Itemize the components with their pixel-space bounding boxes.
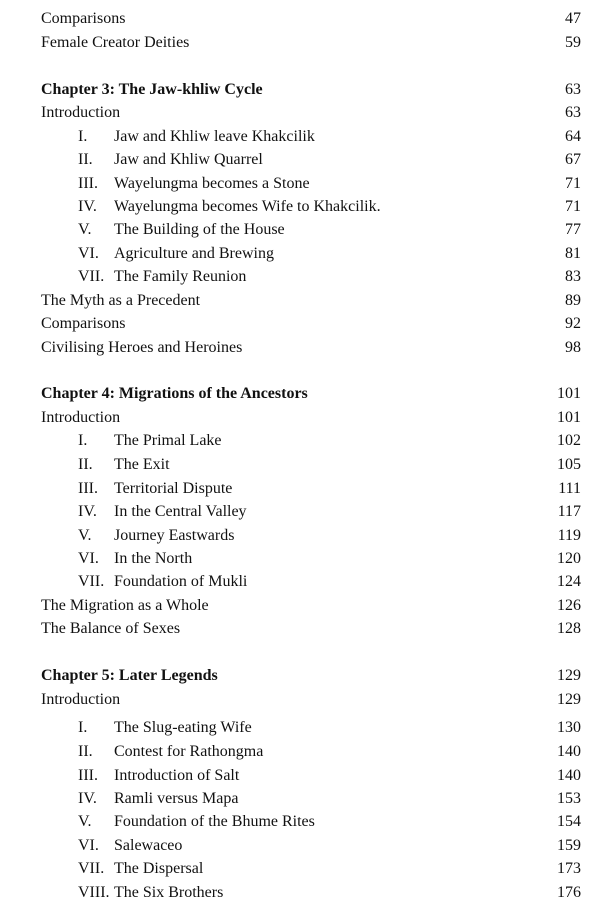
page-number: 59 [565, 34, 581, 51]
toc-subentry [0, 788, 600, 810]
entry-numeral: II. [78, 456, 93, 473]
entry-title: Chapter 4: Migrations of the Ancestors [41, 385, 308, 402]
page-number: 140 [557, 743, 581, 760]
entry-numeral: III. [78, 767, 98, 784]
entry-title: Territorial Dispute [114, 480, 233, 497]
toc-subentry [0, 548, 600, 570]
entry-numeral: V. [78, 221, 92, 238]
toc-subentry [0, 173, 600, 195]
page-number: 140 [557, 767, 581, 784]
toc-entry [0, 407, 600, 429]
page-number: 120 [557, 550, 581, 567]
toc-subentry [0, 835, 600, 857]
entry-title: Wayelungma becomes Wife to Khakcilik. [114, 198, 381, 215]
page-number: 101 [557, 385, 581, 402]
entry-title: Female Creator Deities [41, 34, 190, 51]
toc-subentry [0, 478, 600, 500]
entry-title: Contest for Rathongma [114, 743, 264, 760]
entry-title: In the Central Valley [114, 503, 247, 520]
chapter-heading [0, 79, 600, 101]
toc-entry [0, 102, 600, 124]
entry-numeral: I. [78, 719, 88, 736]
toc-subentry [0, 741, 600, 763]
entry-title: The Six Brothers [114, 884, 224, 901]
entry-numeral: II. [78, 151, 93, 168]
entry-title: Agriculture and Brewing [114, 245, 274, 262]
entry-title: The Family Reunion [114, 268, 247, 285]
entry-title: Introduction [41, 691, 121, 708]
entry-numeral: VII. [78, 860, 105, 877]
entry-title: Salewaceo [114, 837, 183, 854]
toc-subentry [0, 501, 600, 523]
entry-numeral: IV. [78, 503, 97, 520]
toc-entry [0, 313, 600, 335]
toc-subentry [0, 219, 600, 241]
entry-numeral: III. [78, 480, 98, 497]
toc-entry [0, 32, 600, 54]
entry-title: The Slug-eating Wife [114, 719, 252, 736]
page-number: 63 [565, 81, 581, 98]
page-number: 83 [565, 268, 581, 285]
toc-entry [0, 689, 600, 711]
page-number: 81 [565, 245, 581, 262]
entry-title: The Dispersal [114, 860, 204, 877]
page-number: 98 [565, 339, 581, 356]
page-number: 130 [557, 719, 581, 736]
entry-title: Foundation of Mukli [114, 573, 248, 590]
toc-subentry [0, 571, 600, 593]
page-number: 129 [557, 691, 581, 708]
toc-subentry [0, 811, 600, 833]
toc-entry [0, 290, 600, 312]
page-number: 102 [557, 432, 581, 449]
page-number: 67 [565, 151, 581, 168]
entry-numeral: IV. [78, 198, 97, 215]
toc-subentry [0, 525, 600, 547]
toc-subentry [0, 266, 600, 288]
entry-numeral: V. [78, 813, 92, 830]
entry-numeral: IV. [78, 790, 97, 807]
entry-title: Introduction of Salt [114, 767, 240, 784]
entry-title: Chapter 5: Later Legends [41, 667, 218, 684]
toc-subentry [0, 765, 600, 787]
entry-numeral: VI. [78, 245, 99, 262]
entry-numeral: I. [78, 432, 88, 449]
page-number: 71 [565, 175, 581, 192]
entry-numeral: I. [78, 128, 88, 145]
page-number: 47 [565, 10, 581, 27]
page-number: 128 [557, 620, 581, 637]
page-number: 89 [565, 292, 581, 309]
entry-title: Journey Eastwards [114, 527, 235, 544]
page-number: 173 [557, 860, 581, 877]
page-number: 126 [557, 597, 581, 614]
entry-numeral: VII. [78, 268, 105, 285]
toc-subentry [0, 149, 600, 171]
entry-title: Jaw and Khliw leave Khakcilik [114, 128, 315, 145]
page-number: 111 [558, 480, 581, 497]
entry-title: In the North [114, 550, 193, 567]
toc-subentry [0, 430, 600, 452]
page-number: 71 [565, 198, 581, 215]
entry-title: Civilising Heroes and Heroines [41, 339, 243, 356]
entry-numeral: VIII. [78, 884, 110, 901]
entry-title: Comparisons [41, 315, 126, 332]
page-number: 77 [565, 221, 581, 238]
toc-subentry [0, 196, 600, 218]
page-number: 117 [557, 503, 581, 520]
toc-entry [0, 618, 600, 640]
page-number: 124 [557, 573, 581, 590]
entry-title: The Balance of Sexes [41, 620, 181, 637]
page-number: 105 [557, 456, 581, 473]
toc-subentry [0, 882, 600, 904]
toc-entry [0, 595, 600, 617]
entry-numeral: VII. [78, 573, 105, 590]
toc-subentry [0, 858, 600, 880]
entry-title: Foundation of the Bhume Rites [114, 813, 315, 830]
entry-title: Ramli versus Mapa [114, 790, 239, 807]
toc-subentry [0, 126, 600, 148]
page-number: 159 [557, 837, 581, 854]
entry-title: Wayelungma becomes a Stone [114, 175, 310, 192]
toc-subentry [0, 454, 600, 476]
entry-title: The Myth as a Precedent [41, 292, 201, 309]
entry-numeral: V. [78, 527, 92, 544]
chapter-heading [0, 665, 600, 687]
page-number: 92 [565, 315, 581, 332]
entry-title: The Primal Lake [114, 432, 222, 449]
page-number: 63 [565, 104, 581, 121]
entry-title: The Migration as a Whole [41, 597, 209, 614]
toc-subentry [0, 243, 600, 265]
page-number: 101 [557, 409, 581, 426]
page-number: 119 [557, 527, 581, 544]
entry-title: Introduction [41, 409, 121, 426]
entry-numeral: II. [78, 743, 93, 760]
entry-numeral: VI. [78, 837, 99, 854]
entry-title: Chapter 3: The Jaw-khliw Cycle [41, 81, 263, 98]
page-number: 153 [557, 790, 581, 807]
toc-subentry [0, 717, 600, 739]
toc-entry [0, 337, 600, 359]
page-number: 129 [557, 667, 581, 684]
entry-title: Jaw and Khliw Quarrel [114, 151, 263, 168]
chapter-heading [0, 383, 600, 405]
entry-title: The Exit [114, 456, 170, 473]
toc-entry [0, 8, 600, 30]
entry-title: Comparisons [41, 10, 126, 27]
entry-numeral: III. [78, 175, 98, 192]
entry-title: The Building of the House [114, 221, 285, 238]
page-number: 64 [565, 128, 581, 145]
entry-title: Introduction [41, 104, 121, 121]
entry-numeral: VI. [78, 550, 99, 567]
page-number: 176 [557, 884, 581, 901]
page-number: 154 [557, 813, 581, 830]
